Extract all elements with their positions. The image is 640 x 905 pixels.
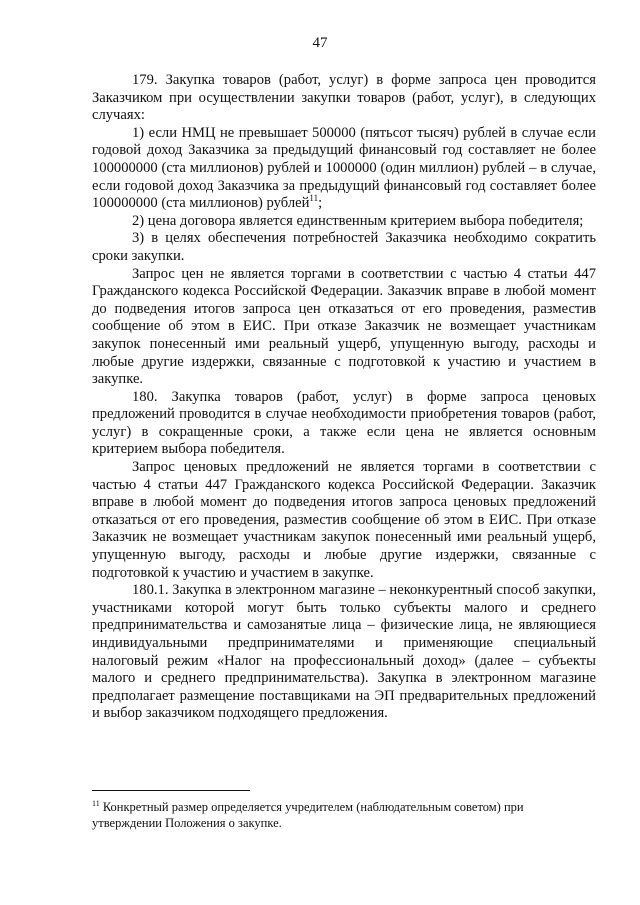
paragraph-179-item-1: 1) если НМЦ не превышает 500000 (пятьсот тысяч) рублей в случае если годовой доход Заказчика за предыдущий финансовый год составляет не более 100000000 (ста миллионов) рублей и 1000000 (один миллион) рублей – в случае, если годовой доход Заказчика за предыдущий финансовый год составляет более 100000000 (ста миллионов) рублей$^{11}$; bbox=[92, 124, 596, 212]
paragraph-179-item-3: 3) в целях обеспечения потребностей Заказчика необходимо сократить сроки закупки. bbox=[92, 230, 596, 264]
footnote-reference: 11 bbox=[309, 193, 319, 204]
paragraph-180: 180. Закупка товаров (работ, услуг) в форме запроса ценовых предложений проводится в случае необходимости приобретения товаров (работ, услуг) в сокращенные сроки, а также если цена не является основным критерием выбора победителя. bbox=[92, 388, 596, 458]
footnote bbox=[92, 799, 596, 831]
page-number: 47 bbox=[312, 35, 328, 51]
paragraph-price-offers-note: Запрос ценовых предложений не является торгами в соответствии с частью 4 статьи 447 Гражданского кодекса Российской Федерации. Заказчик вправе в любой момент до подведения итогов запроса ценовых предложений отказаться от его проведения, разместив сообщение об этом в ЕИС. При отказе Заказчик не возмещает участникам закупок понесенный ими реальный ущерб, упущенную выгоду, расходы и любые другие издержки, связанные с подготовкой к участию и участием в закупке. bbox=[92, 459, 596, 581]
paragraph-180-1: 180.1. Закупка в электронном магазине – неконкурентный способ закупки, участниками которой могут быть только субъекты малого и среднего предпринимательства и самозанятые лица – физические лица, не являющиеся индивидуальными предпринимателями и применяющие специальный налоговый режим «Налог на профессиональный доход» (далее – субъекты малого и среднего предпринимательства). Закупка в электронном магазине предполагает размещение поставщиками на ЭП предварительных предложений и выбор заказчиком подходящего предложения. bbox=[92, 582, 596, 722]
body-text bbox=[92, 72, 596, 723]
footnote-divider bbox=[92, 790, 250, 791]
paragraph-179-item-2: 2) цена договора является единственным критерием выбора победителя; bbox=[132, 212, 584, 229]
footnote-text: Конкретный размер определяется учредителем (наблюдательным советом) при утверждении Положения о закупке. bbox=[92, 800, 524, 830]
footnote-marker: 11 bbox=[92, 799, 100, 808]
paragraph-price-request-note: Запрос цен не является торгами в соответствии с частью 4 статьи 447 Гражданского кодекса Российской Федерации. Заказчик вправе в любой момент до подведения итогов запроса цен отказаться от его проведения, разместив сообщение об этом в ЕИС. При отказе Заказчик не возмещает участникам закупок понесенный ими реальный ущерб, упущенную выгоду, расходы и любые другие издержки, связанные с подготовкой к участию и участием в закупке. bbox=[92, 265, 596, 388]
paragraph-179: 179. Закупка товаров (работ, услуг) в форме запроса цен проводится Заказчиком при осуществлении закупки товаров (работ, услуг), в следующих случаях: bbox=[92, 72, 596, 124]
